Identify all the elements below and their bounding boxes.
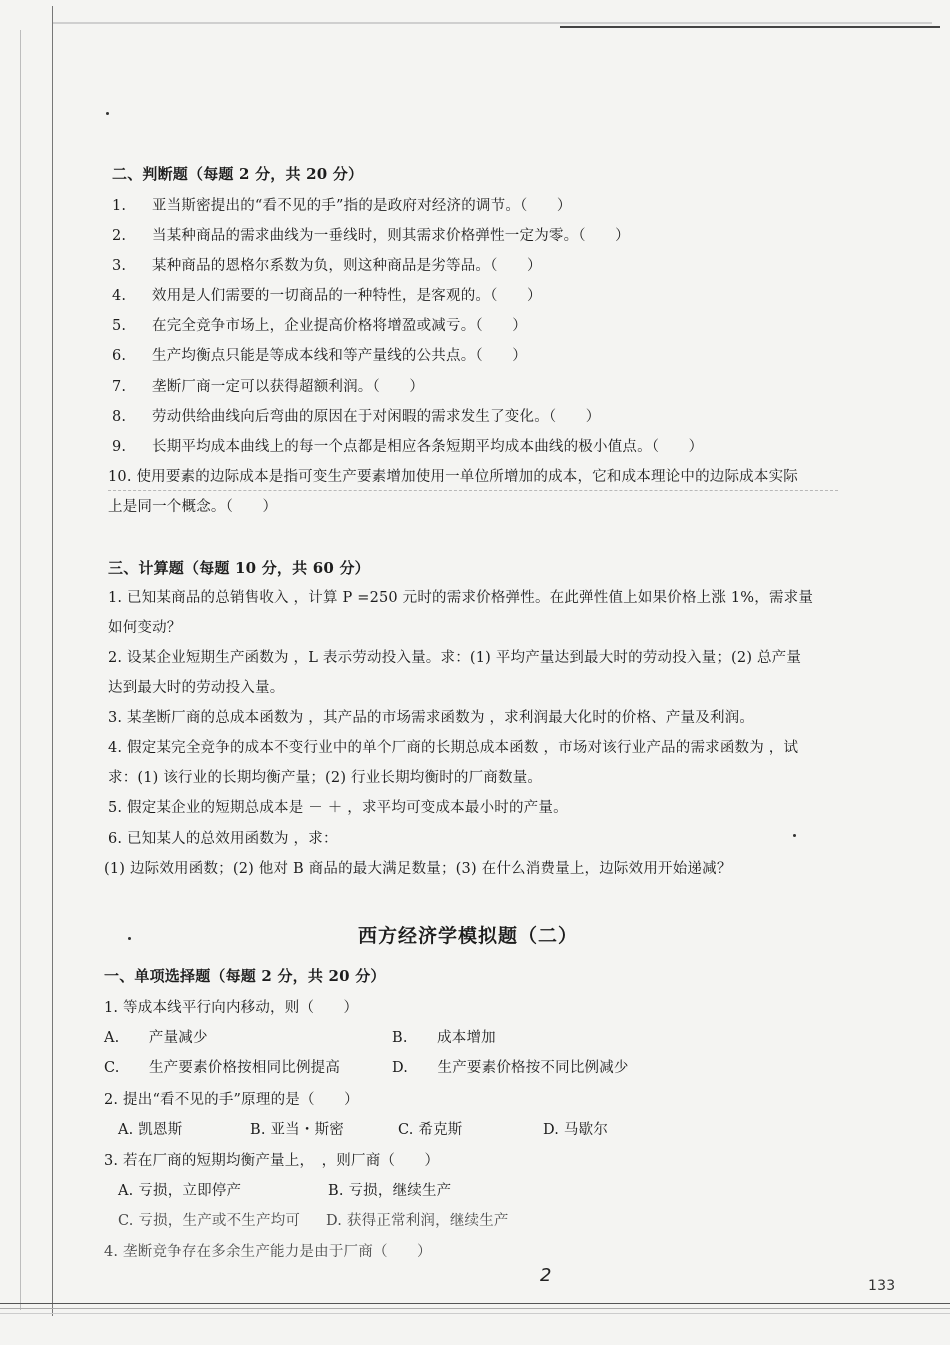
tf-item-6-num: 6. <box>112 348 127 364</box>
mc-q2-option-a: A. 凯恩斯 <box>118 1122 183 1138</box>
bottom-rule-2 <box>0 1308 950 1309</box>
dashed-underline <box>108 490 838 491</box>
handwritten-mark: 2 <box>540 1265 552 1286</box>
calc-q4-line2: 求：(1) 该行业的长期均衡产量；(2) 行业长期均衡时的厂商数量。 <box>108 770 543 786</box>
tf-item-9-text: 长期平均成本曲线上的每一个点都是相应各条短期平均成本曲线的极小值点。（ ） <box>152 439 704 455</box>
calc-q3: 3. 某垄断厂商的总成本函数为 ，其产品的市场需求函数为 ，求利润最大化时的价格、产量及利润。 <box>108 710 755 726</box>
tf-item-9-num: 9. <box>112 439 127 455</box>
calc-q6-line1: 6. 已知某人的总效用函数为 ，求： <box>108 831 338 847</box>
tf-item-4-text: 效用是人们需要的一切商品的一种特性，是客观的。（ ） <box>152 288 542 304</box>
exam-title: 西方经济学模拟题（二） <box>358 925 579 947</box>
calc-q1-line2: 如何变动？ <box>108 620 182 636</box>
tf-item-1-text: 亚当斯密提出的“看不见的手”指的是政府对经济的调节。（ ） <box>152 198 572 214</box>
tf-item-1-num: 1. <box>112 198 127 214</box>
top-rule-dark <box>560 26 940 28</box>
left-binding-rule <box>20 30 21 1310</box>
tf-item-6-text: 生产均衡点只能是等成本线和等产量线的公共点。（ ） <box>152 348 527 364</box>
mc-q4: 4. 垄断竞争存在多余生产能力是由于厂商（ ） <box>104 1244 432 1260</box>
calc-q6-line2: (1) 边际效用函数；(2) 他对 B 商品的最大满足数量；(3) 在什么消费量上，边际效用开始递减？ <box>104 861 732 877</box>
tf-item-2-num: 2. <box>112 228 127 244</box>
scan-speck <box>106 112 109 115</box>
tf-item-7-text: 垄断厂商一定可以获得超额利润。（ ） <box>152 379 425 395</box>
mc-q1-option-b: B. 成本增加 <box>392 1030 496 1046</box>
tf-item-2-text: 当某种商品的需求曲线为一垂线时，则其需求价格弹性一定为零。（ ） <box>152 228 630 244</box>
tf-item-7-num: 7. <box>112 379 127 395</box>
tf-item-3-text: 某种商品的恩格尔系数为负，则这种商品是劣等品。（ ） <box>152 258 542 274</box>
mc-q3-option-b: B. 亏损，继续生产 <box>328 1183 452 1199</box>
calc-q5: 5. 假定某企业的短期总成本是 － ＋ ，求平均可变成本最小时的产量。 <box>108 800 568 816</box>
tf-item-10-line1: 10. 使用要素的边际成本是指可变生产要素增加使用一单位所增加的成本，它和成本理论中的边际成本实际 <box>108 469 798 485</box>
tf-item-8-text: 劳动供给曲线向后弯曲的原因在于对闲暇的需求发生了变化。（ ） <box>152 409 601 425</box>
mc-q2-option-c: C. 希克斯 <box>398 1122 463 1138</box>
calc-q2-line1: 2. 设某企业短期生产函数为 ，L 表示劳动投入量。求：(1) 平均产量达到最大时的劳动投入量；(2) 总产量 <box>108 650 802 666</box>
scan-speck <box>793 834 796 837</box>
calc-q4-line1: 4. 假定某完全竞争的成本不变行业中的单个厂商的长期总成本函数 ，市场对该行业产品的需求函数为 ，试 <box>108 740 799 756</box>
tf-item-8-num: 8. <box>112 409 127 425</box>
mc-q3-option-c: C. 亏损，生产或不生产均可 <box>118 1213 301 1229</box>
bottom-rule <box>0 1303 950 1304</box>
mc-q3: 3. 若在厂商的短期均衡产量上， ，则厂商（ ） <box>104 1153 440 1169</box>
tf-item-5-num: 5. <box>112 318 127 334</box>
left-margin-rule <box>52 6 53 1316</box>
tf-item-10-line2: 上是同一个概念。（ ） <box>108 499 278 515</box>
mc-q1-option-a: A. 产量减少 <box>104 1030 208 1046</box>
calc-q2-line2: 达到最大时的劳动投入量。 <box>108 680 285 696</box>
mc-q3-option-a: A. 亏损，立即停产 <box>118 1183 242 1199</box>
calc-q1-line1: 1. 已知某商品的总销售收入 ，计算 P =250 元时的需求价格弹性。在此弹性值上如果价格上涨 1%，需求量 <box>108 590 814 606</box>
tf-item-3-num: 3. <box>112 258 127 274</box>
page-number: 133 <box>868 1278 896 1294</box>
mc-q2: 2. 提出“看不见的手”原理的是（ ） <box>104 1092 359 1108</box>
mc-q3-option-d: D. 获得正常利润，继续生产 <box>326 1213 509 1229</box>
section2-heading: 二、判断题（每题 2 分，共 20 分） <box>112 165 364 183</box>
tf-item-5-text: 在完全竞争市场上，企业提高价格将增盈或减亏。（ ） <box>152 318 527 334</box>
mc-q2-option-b: B. 亚当・斯密 <box>250 1122 344 1138</box>
section3-heading: 三、计算题（每题 10 分，共 60 分） <box>108 559 370 577</box>
mc-q2-option-d: D. 马歇尔 <box>543 1122 609 1138</box>
top-rule <box>52 22 932 24</box>
mc-section-heading: 一、单项选择题（每题 2 分，共 20 分） <box>104 967 386 985</box>
bottom-rule-3 <box>0 1313 950 1314</box>
tf-item-4-num: 4. <box>112 288 127 304</box>
mc-q1-option-c: C. 生产要素价格按相同比例提高 <box>104 1060 341 1076</box>
scan-speck <box>128 937 131 940</box>
mc-q1-option-d: D. 生产要素价格按不同比例减少 <box>392 1060 629 1076</box>
mc-q1: 1. 等成本线平行向内移动，则（ ） <box>104 1000 359 1016</box>
